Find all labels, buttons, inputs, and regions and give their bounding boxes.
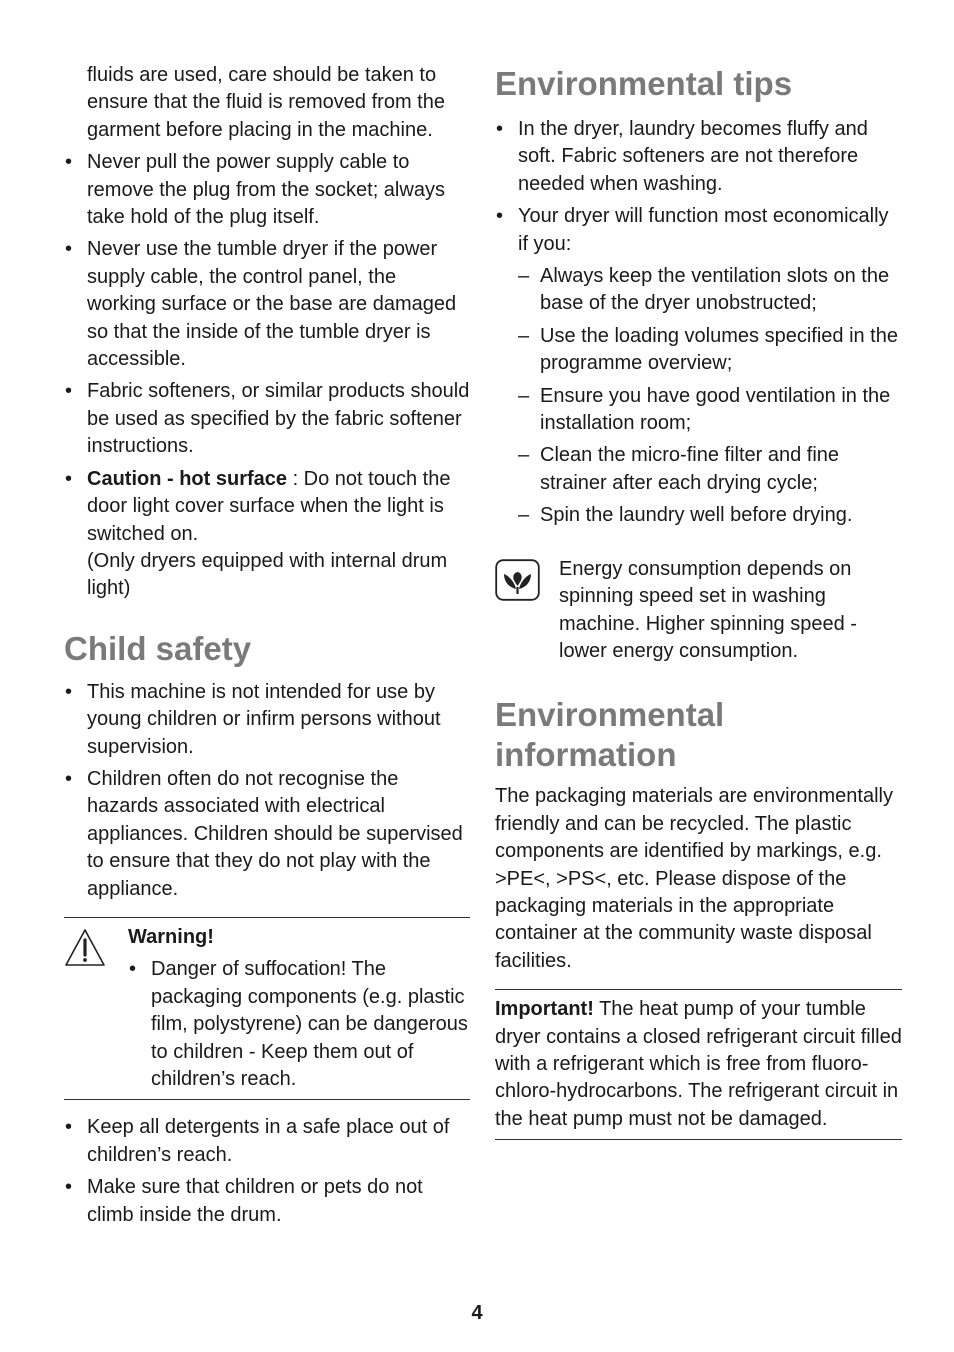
energy-note-text: Energy consumption depends on spinning speed set in washing machine. Higher spinning speed - lower energy consumption.	[559, 557, 857, 662]
child-safety-list-after	[64, 1114, 470, 1229]
caution-text: : Do not touch the door light cover surface when the light is switched on.	[87, 467, 451, 545]
sub-list-item: – Clean the micro-fine filter and fine strainer after each drying cycle;	[518, 442, 902, 497]
tips-list	[495, 116, 902, 530]
warning-box	[64, 917, 470, 1100]
sub-list-item: – Use the loading volumes specified in the programme overview;	[518, 323, 902, 378]
list-item: • Fabric softeners, or similar products should be used as specified by the fabric softener instructions.	[64, 378, 470, 460]
left-column	[64, 62, 470, 1234]
warning-title: Warning!	[128, 925, 214, 948]
energy-note	[495, 556, 902, 666]
child-safety-list	[64, 679, 470, 903]
warning-list	[128, 956, 470, 1093]
important-text: The heat pump of your tumble dryer contains a closed refrigerant circuit filled with a refrigerant which is free from fluoro-chloro-hydrocarbons. The refrigerant circuit in the heat pump must not be damaged.	[495, 998, 902, 1130]
packaging-paragraph: The packaging materials are environmentally friendly and can be recycled. The plastic components are identified by markings, e.g. >PE<, >PS<, etc. Please dispose of the packaging materials in the appropriate container at the community waste disposal facilities.	[495, 785, 893, 972]
child-safety-heading: Child safety	[64, 629, 252, 667]
intro-continuation: fluids are used, care should be taken to ensure that the fluid is removed from the garment before placing in the machine.	[87, 64, 445, 141]
list-item: • Never use the tumble dryer if the power supply cable, the control panel, the working surface or the base are damaged so that the inside of the tumble dryer is accessible.	[64, 236, 470, 373]
sub-list-item: – Spin the laundry well before drying.	[518, 502, 902, 529]
important-label: Important!	[495, 998, 594, 1021]
environmental-information-heading: Environmental information	[495, 696, 725, 774]
warning-triangle-icon	[64, 928, 106, 968]
list-item: • This machine is not intended for use by young children or infirm persons without supervision.	[64, 679, 470, 761]
page-number: 4	[471, 1302, 483, 1324]
list-item: • Never pull the power supply cable to remove the plug from the socket; always take hold of the plug itself.	[64, 149, 470, 231]
eco-leaf-icon	[495, 559, 540, 601]
sub-list-item: – Always keep the ventilation slots on the base of the dryer unobstructed;	[518, 263, 902, 318]
list-item-text: Your dryer will function most economically if you:	[518, 205, 889, 255]
list-item: • Danger of suffocation! The packaging components (e.g. plastic film, polystyrene) can be dangerous to children - Keep them out of children’s reach.	[128, 956, 470, 1093]
list-item: • Keep all detergents in a safe place out of children’s reach.	[64, 1114, 470, 1169]
warning-body	[128, 924, 470, 1093]
sub-list-item: – Ensure you have good ventilation in the installation room;	[518, 383, 902, 438]
safety-list	[64, 149, 470, 603]
list-item	[495, 203, 902, 529]
list-item: • In the dryer, laundry becomes fluffy and soft. Fabric softeners are not therefore needed when washing.	[495, 116, 902, 198]
right-column	[495, 62, 902, 1140]
caution-note: (Only dryers equipped with internal drum light)	[87, 549, 448, 600]
list-item: • Children often do not recognise the hazards associated with electrical appliances. Children should be supervised to ensure that they do not play with the appliance.	[64, 766, 470, 903]
caution-item	[64, 466, 470, 603]
environmental-tips-heading: Environmental tips	[495, 65, 793, 102]
tips-sub-list	[518, 263, 902, 530]
important-box	[495, 989, 902, 1140]
list-item: • Make sure that children or pets do not climb inside the drum.	[64, 1174, 470, 1229]
caution-label: Caution - hot surface	[87, 467, 288, 490]
